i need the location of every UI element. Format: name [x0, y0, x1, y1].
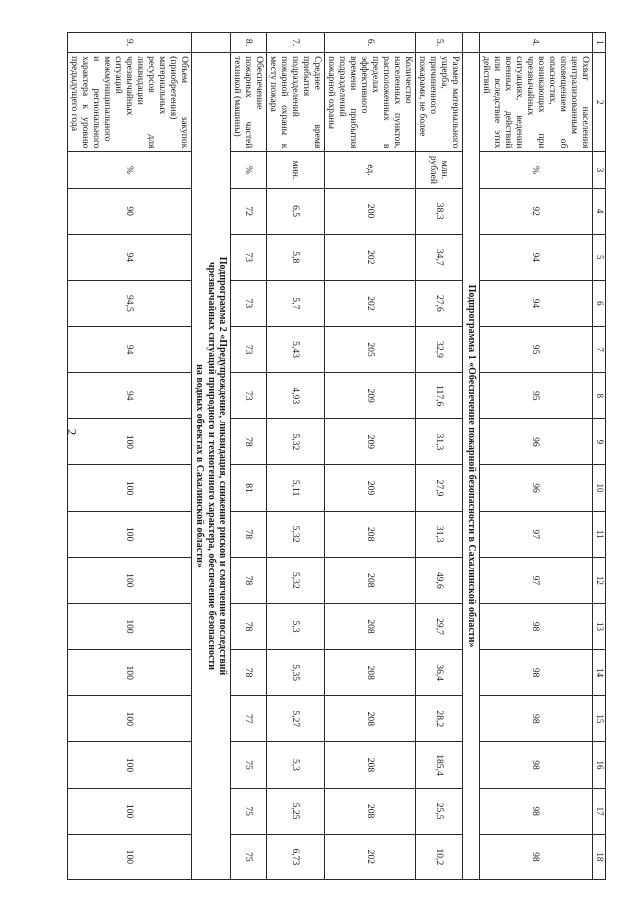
value-cell: 90	[68, 188, 192, 234]
value-cell: 73	[231, 373, 267, 419]
value-cell: 94	[68, 234, 192, 280]
value-cell: 185,4	[416, 742, 463, 788]
column-number: 16	[593, 742, 606, 788]
value-cell: 94	[480, 234, 593, 280]
value-cell: 5,43	[267, 327, 325, 373]
column-number: 11	[593, 511, 606, 557]
value-cell: 208	[325, 603, 416, 649]
subprogram-2-row	[192, 33, 232, 880]
indicator-name: Объем закупок (приобретения) материальных ресурсов для ликвидации чрезвычайных ситуаций межмуниципального и регионального характера к уровню предыдущего года	[68, 53, 192, 152]
subprogram-title-line: Подпрограмма 1 «Обеспечение пожарной безопасности в Сахалинской области»	[466, 284, 477, 648]
indicator-name: Обеспечение пожарных частей техникой (машины)	[231, 53, 267, 152]
table-row	[416, 33, 463, 880]
value-cell: 208	[325, 742, 416, 788]
header-row	[593, 33, 606, 880]
value-cell: 78	[231, 603, 267, 649]
value-cell: 5,25	[267, 788, 325, 834]
indicators-table	[67, 32, 606, 880]
column-number: 8	[593, 373, 606, 419]
value-cell: 73	[231, 327, 267, 373]
column-number: 7	[593, 327, 606, 373]
value-cell: 31,3	[416, 511, 463, 557]
value-cell: 202	[325, 834, 416, 879]
value-cell: 5,35	[267, 650, 325, 696]
value-cell: 75	[231, 788, 267, 834]
value-cell: 49,6	[416, 557, 463, 603]
blank-cell	[192, 33, 232, 53]
subprogram-title	[463, 53, 480, 880]
table-row	[231, 33, 267, 880]
value-cell: 6,5	[267, 188, 325, 234]
value-cell: 73	[231, 280, 267, 326]
indicator-name: Охват населения централизованным оповещением об опасностях, возникающих при чрезвычайных ситуациях, ведении военных действий или вследствие этих действий	[480, 53, 593, 152]
value-cell: 98	[480, 650, 593, 696]
value-cell: 202	[325, 280, 416, 326]
value-cell: 98	[480, 603, 593, 649]
value-cell: 209	[325, 465, 416, 511]
value-cell: 100	[68, 465, 192, 511]
value-cell: 75	[231, 834, 267, 879]
value-cell: 98	[480, 696, 593, 742]
rotated-table-page	[69, 32, 606, 880]
value-cell: 92	[480, 188, 593, 234]
value-cell: 6,73	[267, 834, 325, 879]
row-number: 6.	[325, 33, 416, 53]
table-row	[480, 33, 593, 880]
value-cell: 96	[480, 465, 593, 511]
value-cell: 96	[480, 419, 593, 465]
value-cell: 72	[231, 188, 267, 234]
column-number: 2	[593, 53, 606, 152]
value-cell: 208	[325, 788, 416, 834]
column-number: 9	[593, 419, 606, 465]
value-cell: 209	[325, 419, 416, 465]
column-number: 4	[593, 188, 606, 234]
row-number: 9.	[68, 33, 192, 53]
unit: мин.	[267, 152, 325, 188]
subprogram-title-line: Подпрограмма 2 «Предупреждение, ликвидация, снижение рисков и смягчение последствий	[217, 256, 229, 676]
value-cell: 4,93	[267, 373, 325, 419]
value-cell: 27,9	[416, 465, 463, 511]
value-cell: 94	[68, 327, 192, 373]
column-number: 5	[593, 234, 606, 280]
value-cell: 100	[68, 742, 192, 788]
value-cell: 98	[480, 742, 593, 788]
unit: %	[68, 152, 192, 188]
value-cell: 208	[325, 557, 416, 603]
value-cell: 27,6	[416, 280, 463, 326]
indicator-name: Среднее время прибытия подразделений пожарной охраны к месту пожара	[267, 53, 325, 152]
value-cell: 78	[231, 419, 267, 465]
value-cell: 38,3	[416, 188, 463, 234]
row-number: 8.	[231, 33, 267, 53]
value-cell: 100	[68, 650, 192, 696]
unit: %	[480, 152, 593, 188]
value-cell: 31,3	[416, 419, 463, 465]
value-cell: 29,7	[416, 603, 463, 649]
value-cell: 78	[231, 650, 267, 696]
unit: ед.	[325, 152, 416, 188]
value-cell: 100	[68, 603, 192, 649]
value-cell: 5,11	[267, 465, 325, 511]
value-cell: 5,8	[267, 234, 325, 280]
column-number: 1	[593, 33, 606, 53]
value-cell: 95	[480, 373, 593, 419]
value-cell: 5,32	[267, 511, 325, 557]
value-cell: 5,7	[267, 280, 325, 326]
subprogram-1-row	[463, 33, 480, 880]
column-number: 12	[593, 557, 606, 603]
subprogram-title-line: на водных объектах в Сахалинской области»	[194, 364, 206, 568]
value-cell: 117,6	[416, 373, 463, 419]
table-row	[325, 33, 416, 880]
indicator-name: Размер материального ущерба, причиненного пожарами, не более	[416, 53, 463, 152]
row-number: 7.	[267, 33, 325, 53]
indicator-name: Количество населенных пунктов, расположенных в пределах эффективного времени прибытия подразделений пожарной охраны	[325, 53, 416, 152]
unit: млн. рублей	[416, 152, 463, 188]
table-row	[68, 33, 192, 880]
page-number: 2	[64, 428, 80, 436]
column-number: 3	[593, 152, 606, 188]
value-cell: 100	[68, 557, 192, 603]
column-number: 15	[593, 696, 606, 742]
value-cell: 10,2	[416, 834, 463, 879]
value-cell: 100	[68, 419, 192, 465]
value-cell: 5,3	[267, 603, 325, 649]
column-number: 18	[593, 834, 606, 879]
value-cell: 205	[325, 327, 416, 373]
value-cell: 94	[68, 373, 192, 419]
value-cell: 28,2	[416, 696, 463, 742]
value-cell: 5,3	[267, 742, 325, 788]
column-number: 13	[593, 603, 606, 649]
value-cell: 202	[325, 234, 416, 280]
value-cell: 98	[480, 788, 593, 834]
value-cell: 208	[325, 650, 416, 696]
value-cell: 81	[231, 465, 267, 511]
value-cell: 100	[68, 511, 192, 557]
value-cell: 78	[231, 557, 267, 603]
column-number: 6	[593, 280, 606, 326]
value-cell: 209	[325, 373, 416, 419]
value-cell: 208	[325, 511, 416, 557]
value-cell: 34,7	[416, 234, 463, 280]
value-cell: 78	[231, 511, 267, 557]
table-body	[68, 33, 606, 880]
unit: %	[231, 152, 267, 188]
value-cell: 5,32	[267, 557, 325, 603]
value-cell: 5,32	[267, 419, 325, 465]
column-number: 17	[593, 788, 606, 834]
row-number: 5.	[416, 33, 463, 53]
value-cell: 75	[231, 742, 267, 788]
value-cell: 97	[480, 511, 593, 557]
value-cell: 94,5	[68, 280, 192, 326]
row-number: 4.	[480, 33, 593, 53]
value-cell: 32,9	[416, 327, 463, 373]
value-cell: 77	[231, 696, 267, 742]
value-cell: 208	[325, 696, 416, 742]
value-cell: 95	[480, 327, 593, 373]
column-number: 14	[593, 650, 606, 696]
subprogram-title-line: чрезвычайных ситуаций природного и техногенного характера, обеспечение безопасности	[206, 261, 217, 671]
value-cell: 36,4	[416, 650, 463, 696]
value-cell: 100	[68, 696, 192, 742]
value-cell: 94	[480, 280, 593, 326]
value-cell: 5,27	[267, 696, 325, 742]
value-cell: 98	[480, 834, 593, 879]
value-cell: 97	[480, 557, 593, 603]
value-cell: 100	[68, 788, 192, 834]
value-cell: 73	[231, 234, 267, 280]
blank-cell	[463, 33, 480, 53]
value-cell: 100	[68, 834, 192, 879]
subprogram-title	[192, 53, 232, 880]
value-cell: 200	[325, 188, 416, 234]
value-cell: 25,5	[416, 788, 463, 834]
column-number: 10	[593, 465, 606, 511]
table-row	[267, 33, 325, 880]
